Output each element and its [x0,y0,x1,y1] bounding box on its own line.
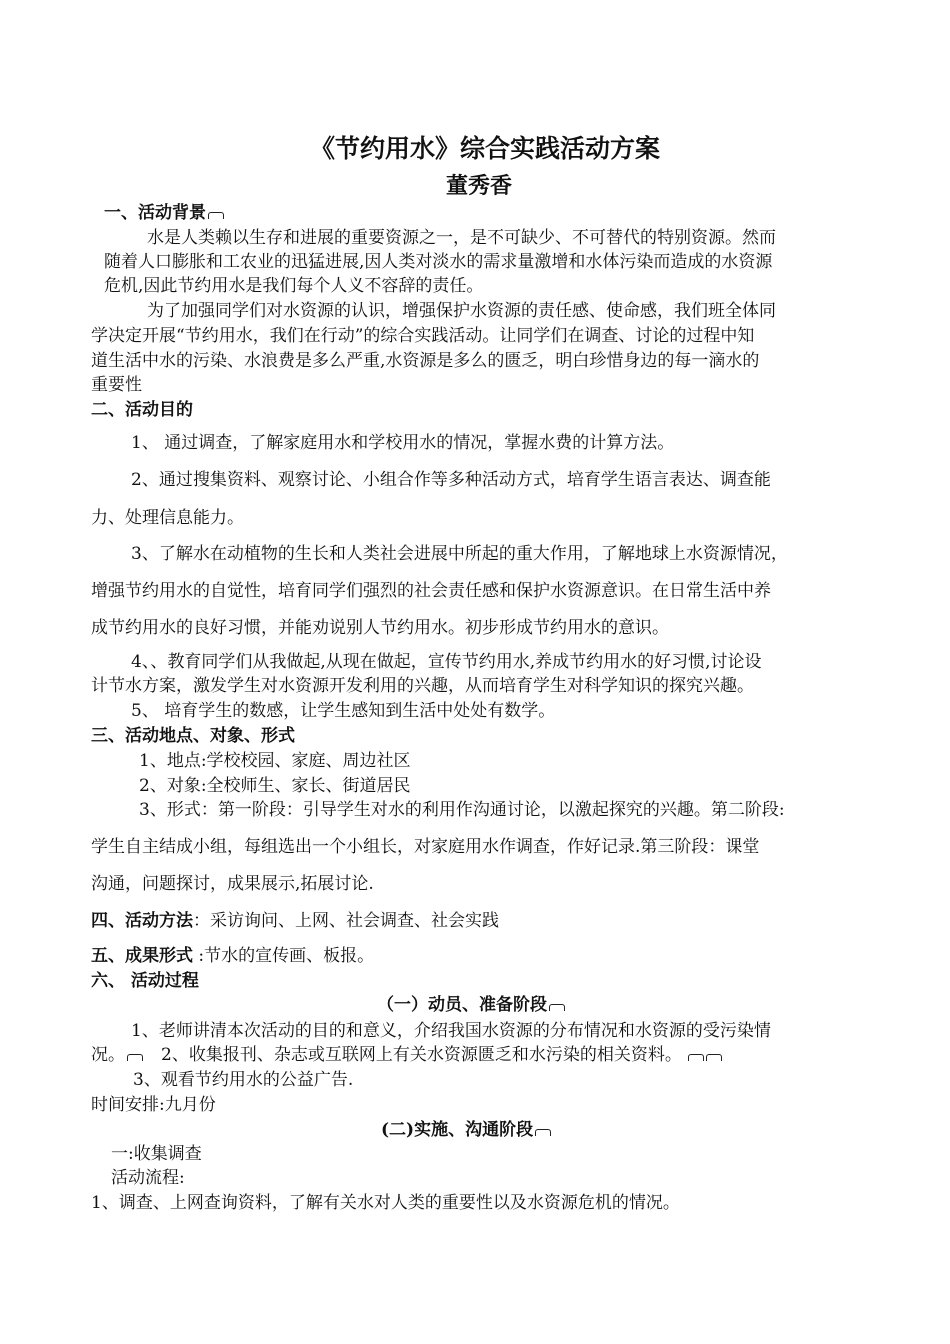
result-text: :节水的宣传画、板报。 [193,946,375,966]
list-item: 4、、教育同学们从我做起,从现在做起，宣传节约用水,养成节约用水的好习惯,讨论设 [131,652,762,672]
section-heading-place: 三、活动地点、对象、形式 [91,726,295,746]
method-text: ：采访询问、上网、社会调查、社会实践 [193,911,499,931]
paragraph-line: 1、老师讲清本次活动的目的和意义，介绍我国水资源的分布情况和水资源的受污染情 [131,1021,771,1041]
line-text: 2、收集报刊、杂志或互联网上有关水资源匮乏和水污染的相关资料。 [161,1045,682,1065]
section-heading-result: 五、成果形式 [91,946,193,966]
paragraph-line: 危机,因此节约用水是我们每个人义不容辞的责任。 [104,276,484,296]
list-item-continued: 力、处理信息能力。 [91,508,244,528]
stage-heading [381,1119,551,1141]
paragraph-mark-icon [535,1129,551,1136]
list-item: 1、 通过调查，了解家庭用水和学校用水的情况，掌握水费的计算方法。 [131,433,675,453]
list-item-continued: 沟通，问题探讨，成果展示,拓展讨论. [91,874,374,894]
heading-text: 一、活动背景 [104,203,206,223]
paragraph-mark-icon [706,1054,722,1061]
section-heading-background [104,202,224,224]
list-item: 5、 培育学生的数感，让学生感知到生活中处处有数学。 [131,701,556,721]
method-line [91,910,499,932]
list-item-continued: 学生自主结成小组，每组选出一个小组长，对家庭用水作调查，作好记录.第三阶段：课堂 [91,837,760,857]
paragraph-line: 道生活中水的污染、水浪费是多么严重,水资源是多么的匮乏，明白珍惜身边的每一滴水的 [91,351,760,371]
paragraph-line: 重要性 [91,375,142,395]
paragraph-mark-icon [208,212,224,219]
result-line [91,945,374,967]
list-item-continued: 增强节约用水的自觉性，培育同学们强烈的社会责任感和保护水资源意识。在日常生活中养 [91,581,771,601]
section-heading-method: 四、活动方法 [91,911,193,931]
list-item-continued: 计节水方案，激发学生对水资源开发利用的兴趣，从而培育学生对科学知识的探究兴趣。 [91,676,754,696]
paragraph-mark-icon [688,1054,704,1061]
stage-heading [377,994,565,1016]
section-heading-purpose: 二、活动目的 [91,400,193,420]
list-item: 1、地点:学校校园、家庭、周边社区 [139,751,411,771]
paragraph-line: 随着人口膨胀和工农业的迅猛进展,因人类对淡水的需求量激增和水体污染而造成的水资源 [104,252,773,272]
sub-heading: 一:收集调查 [111,1144,202,1164]
document-title: 《节约用水》综合实践活动方案 [309,134,660,163]
paragraph-line: 为了加强同学们对水资源的认识，增强保护水资源的责任感、使命感，我们班全体同 [147,301,776,321]
heading-text: （一）动员、准备阶段 [377,995,547,1015]
paragraph-line [91,1044,722,1066]
paragraph-mark-icon [127,1054,143,1061]
paragraph-line: 水是人类赖以生存和进展的重要资源之一，是不可缺少、不可替代的特别资源。然而 [147,228,776,248]
line-text: 况。 [91,1045,125,1065]
list-item: 2、对象:全校师生、家长、街道居民 [139,776,411,796]
list-item: 3、形式：第一阶段：引导学生对水的利用作沟通讨论，以激起探究的兴趣。第二阶段: [139,800,785,820]
author-name: 董秀香 [445,173,512,199]
sub-heading: 活动流程: [111,1168,185,1188]
time-schedule: 时间安排:九月份 [91,1095,216,1115]
list-item: 3、了解水在动植物的生长和人类社会进展中所起的重大作用，了解地球上水资源情况， [131,544,788,564]
list-item: 2、通过搜集资料、观察讨论、小组合作等多种活动方式，培育学生语言表达、调查能 [131,470,771,490]
paragraph-mark-icon [549,1004,565,1011]
section-heading-process: 六、 活动过程 [91,971,199,991]
list-item-continued: 成节约用水的良好习惯，并能劝说别人节约用水。初步形成节约用水的意识。 [91,618,669,638]
paragraph-line: 3、观看节约用水的公益广告. [133,1070,354,1090]
paragraph-line: 1、调查、上网查询资料，了解有关水对人类的重要性以及水资源危机的情况。 [91,1193,680,1213]
paragraph-line: 学决定开展“节约用水，我们在行动”的综合实践活动。让同学们在调查、讨论的过程中知 [91,326,755,346]
heading-text: (二)实施、沟通阶段 [381,1120,534,1140]
